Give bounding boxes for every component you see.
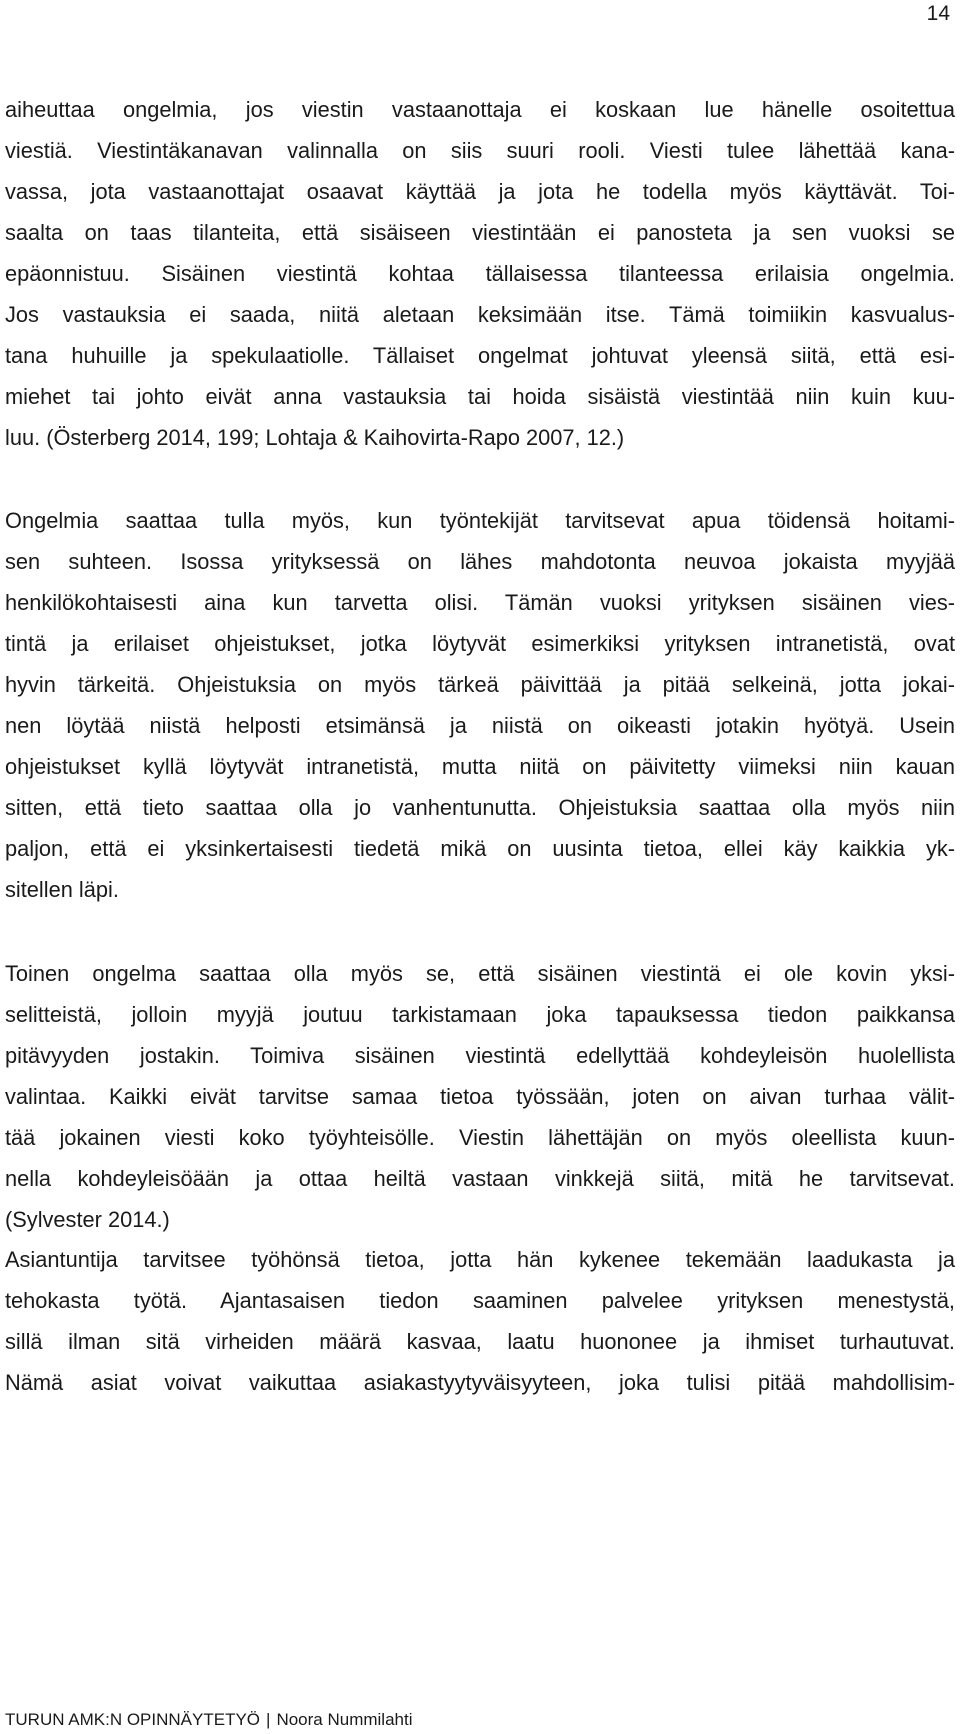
paragraph-1 bbox=[5, 89, 955, 458]
paragraph-2 bbox=[5, 500, 955, 910]
text-line: Toinen ongelma saattaa olla myös se, että sisäinen viestintä ei ole kovin yksi- bbox=[5, 961, 955, 986]
text-line: tehokasta työtä. Ajantasaisen tiedon saaminen palvelee yrityksen menestystä, bbox=[5, 1288, 955, 1313]
text-line: Asiantuntija tarvitsee työhönsä tietoa, jotta hän kykenee tekemään laadukasta ja bbox=[5, 1247, 955, 1272]
text-line: (Sylvester 2014.) bbox=[5, 1207, 170, 1232]
footer-author: Noora Nummilahti bbox=[276, 1710, 413, 1729]
text-line: aiheuttaa ongelmia, jos viestin vastaanottaja ei koskaan lue hänelle osoitettua bbox=[5, 97, 955, 122]
text-line: epäonnistuu. Sisäinen viestintä kohtaa tällaisessa tilanteessa erilaisia ongelmia. bbox=[5, 261, 955, 286]
text-line: selitteistä, jolloin myyjä joutuu tarkistamaan joka tapauksessa tiedon paikkansa bbox=[5, 1002, 955, 1027]
text-line: valintaa. Kaikki eivät tarvitse samaa tietoa työssään, joten on aivan turhaa välit- bbox=[5, 1084, 955, 1109]
text-line: sitellen läpi. bbox=[5, 877, 119, 902]
text-line: sen suhteen. Isossa yrityksessä on lähes mahdotonta neuvoa jokaista myyjää bbox=[5, 549, 955, 574]
page-footer bbox=[5, 1710, 413, 1730]
text-line: sitten, että tieto saattaa olla jo vanhentunutta. Ohjeistuksia saattaa olla myös niin bbox=[5, 795, 955, 820]
text-line: ohjeistukset kyllä löytyvät intranetistä, mutta niitä on päivitetty viimeksi niin kauan bbox=[5, 754, 955, 779]
paragraph-4 bbox=[5, 1239, 955, 1403]
text-line: luu. (Österberg 2014, 199; Lohtaja & Kaihovirta-Rapo 2007, 12.) bbox=[5, 425, 625, 450]
text-line: viestiä. Viestintäkanavan valinnalla on siis suuri rooli. Viesti tulee lähettää kana- bbox=[5, 138, 955, 163]
footer-separator: | bbox=[266, 1710, 271, 1729]
paragraph-3 bbox=[5, 953, 955, 1240]
text-line: pitävyyden jostakin. Toimiva sisäinen viestintä edellyttää kohdeyleisön huolellista bbox=[5, 1043, 955, 1068]
text-line: Nämä asiat voivat vaikuttaa asiakastyytyväisyyteen, joka tulisi pitää mahdollisim- bbox=[5, 1370, 955, 1395]
text-line: sillä ilman sitä virheiden määrä kasvaa, laatu huononee ja ihmiset turhautuvat. bbox=[5, 1329, 955, 1354]
text-line: tintä ja erilaiset ohjeistukset, jotka löytyvät esimerkiksi yrityksen intranetistä, ovat bbox=[5, 631, 955, 656]
footer-institution: TURUN AMK:N OPINNÄYTETYÖ bbox=[5, 1710, 261, 1729]
text-line: Jos vastauksia ei saada, niitä aletaan keksimään itse. Tämä toimiikin kasvualus- bbox=[5, 302, 955, 327]
text-line: nella kohdeyleisöään ja ottaa heiltä vastaan vinkkejä siitä, mitä he tarvitsevat. bbox=[5, 1166, 955, 1191]
text-line: vassa, jota vastaanottajat osaavat käyttää ja jota he todella myös käyttävät. Toi- bbox=[5, 179, 955, 204]
text-line: tana huhuille ja spekulaatiolle. Tällaiset ongelmat johtuvat yleensä siitä, että esi- bbox=[5, 343, 955, 368]
text-line: nen löytää niistä helposti etsimänsä ja niistä on oikeasti jotakin hyötyä. Usein bbox=[5, 713, 955, 738]
text-line: paljon, että ei yksinkertaisesti tiedetä mikä on uusinta tietoa, ellei käy kaikkia yk- bbox=[5, 836, 955, 861]
text-line: hyvin tärkeitä. Ohjeistuksia on myös tärkeä päivittää ja pitää selkeinä, jotta jokai- bbox=[5, 672, 955, 697]
text-line: tää jokainen viesti koko työyhteisölle. Viestin lähettäjän on myös oleellista kuun- bbox=[5, 1125, 955, 1150]
text-line: henkilökohtaisesti aina kun tarvetta olisi. Tämän vuoksi yrityksen sisäinen vies- bbox=[5, 590, 955, 615]
text-line: miehet tai johto eivät anna vastauksia tai hoida sisäistä viestintää niin kuin kuu- bbox=[5, 384, 955, 409]
text-line: Ongelmia saattaa tulla myös, kun työntekijät tarvitsevat apua töidensä hoitami- bbox=[5, 508, 955, 533]
text-line: saalta on taas tilanteita, että sisäiseen viestintään ei panosteta ja sen vuoksi se bbox=[5, 220, 955, 245]
page-number: 14 bbox=[926, 2, 950, 25]
